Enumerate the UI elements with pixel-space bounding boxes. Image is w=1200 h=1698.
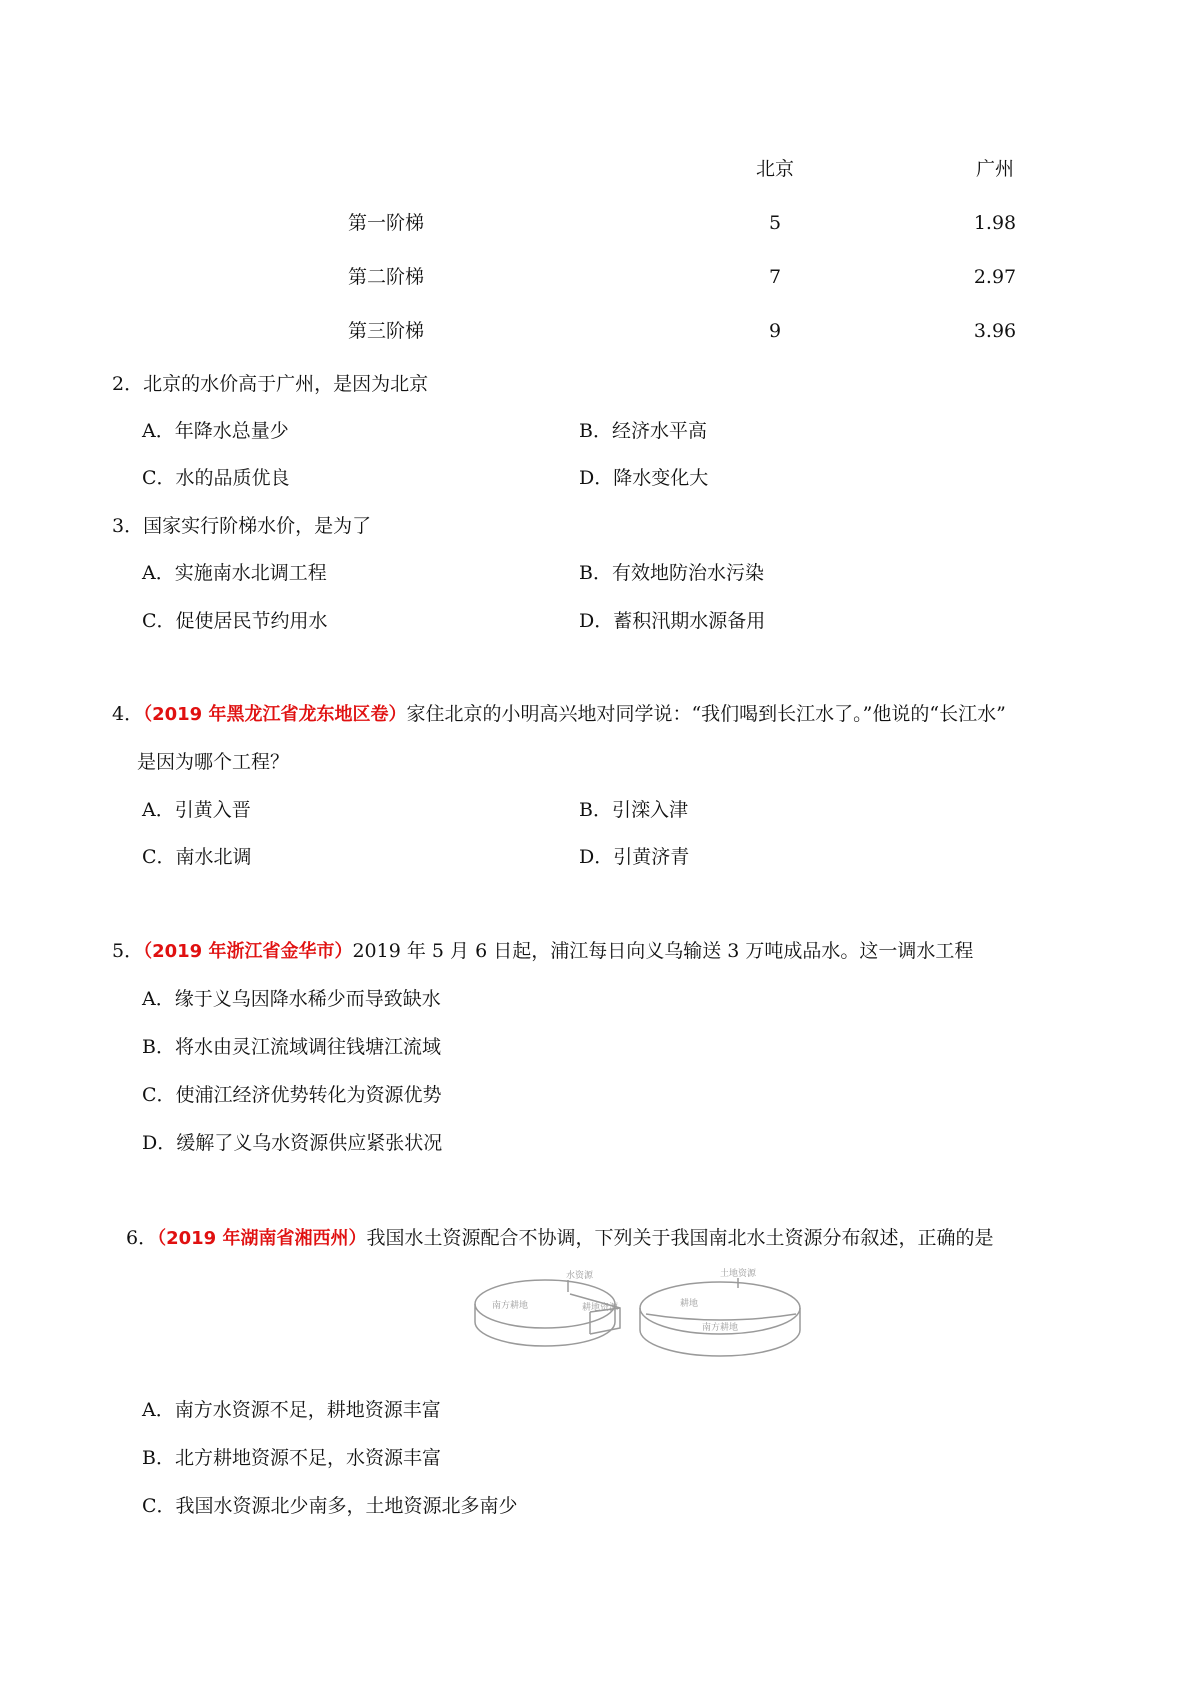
option-b[interactable]: B．引滦入津 bbox=[579, 799, 688, 821]
option-b[interactable]: B．经济水平高 bbox=[579, 420, 707, 442]
option-b[interactable]: B．有效地防治水污染 bbox=[579, 562, 764, 584]
question-line bbox=[126, 1229, 993, 1248]
option-c[interactable]: C．使浦江经济优势转化为资源优势 bbox=[142, 1084, 442, 1106]
question-line bbox=[112, 942, 973, 961]
question-source: （2019 年黑龙江省龙东地区卷） bbox=[143, 704, 407, 725]
row-label: 第三阶梯 bbox=[347, 320, 425, 342]
option-c[interactable]: C．南水北调 bbox=[142, 846, 252, 868]
cell-guangzhou: 1.98 bbox=[973, 212, 1017, 234]
cell-guangzhou: 2.97 bbox=[973, 266, 1017, 288]
option-a[interactable]: A．南方水资源不足，耕地资源丰富 bbox=[142, 1399, 441, 1421]
question-source: （2019 年湖南省湘西州） bbox=[157, 1228, 367, 1249]
option-d[interactable]: D．蓄积汛期水源备用 bbox=[579, 610, 766, 632]
svg-text:南方耕地: 南方耕地 bbox=[492, 1301, 529, 1311]
option-a[interactable]: A．年降水总量少 bbox=[142, 420, 289, 442]
option-b[interactable]: B．将水由灵江流域调往钱塘江流域 bbox=[142, 1036, 441, 1058]
question-stem: 2．北京的水价高于广州，是因为北京 bbox=[112, 373, 429, 395]
option-a[interactable]: A．实施南水北调工程 bbox=[142, 562, 327, 584]
land-water-disk-figure bbox=[470, 1268, 810, 1358]
option-b[interactable]: B．北方耕地资源不足，水资源丰富 bbox=[142, 1447, 441, 1469]
cell-guangzhou: 3.96 bbox=[973, 320, 1017, 342]
header-beijing: 北京 bbox=[755, 158, 795, 180]
row-label: 第一阶梯 bbox=[347, 212, 425, 234]
cell-beijing: 9 bbox=[768, 320, 782, 342]
cell-beijing: 5 bbox=[768, 212, 782, 234]
option-d[interactable]: D．引黄济青 bbox=[579, 846, 690, 868]
header-guangzhou: 广州 bbox=[975, 158, 1015, 180]
option-a[interactable]: A．引黄入晋 bbox=[142, 799, 251, 821]
svg-text:耕地资源: 耕地资源 bbox=[582, 1303, 619, 1313]
question-number: 4． bbox=[112, 703, 144, 725]
question-number: 5． bbox=[112, 940, 144, 962]
option-a[interactable]: A．缘于义乌因降水稀少而导致缺水 bbox=[142, 988, 441, 1010]
question-stem: 3．国家实行阶梯水价，是为了 bbox=[112, 515, 372, 537]
question-stem: 2019 年 5 月 6 日起，浦江每日向义乌输送 3 万吨成品水。这一调水工程 bbox=[352, 940, 974, 962]
question-stem: 家住北京的小明高兴地对同学说：“我们喝到长江水了。”他说的“长江水” bbox=[406, 703, 1006, 725]
option-d[interactable]: D．降水变化大 bbox=[579, 467, 709, 489]
svg-text:南方耕地: 南方耕地 bbox=[702, 1323, 739, 1333]
question-stem: 我国水土资源配合不协调，下列关于我国南北水土资源分布叙述，正确的是 bbox=[366, 1227, 994, 1249]
question-stem-continued: 是因为哪个工程？ bbox=[137, 751, 290, 773]
option-c[interactable]: C．促使居民节约用水 bbox=[142, 610, 328, 632]
svg-text:耕地: 耕地 bbox=[680, 1299, 699, 1309]
question-line bbox=[112, 705, 1006, 724]
option-c[interactable]: C．水的品质优良 bbox=[142, 467, 290, 489]
row-label: 第二阶梯 bbox=[347, 266, 425, 288]
cell-beijing: 7 bbox=[768, 266, 782, 288]
question-number: 6． bbox=[126, 1227, 158, 1249]
question-source: （2019 年浙江省金华市） bbox=[143, 941, 353, 962]
option-d[interactable]: D．缓解了义乌水资源供应紧张状况 bbox=[142, 1132, 443, 1154]
svg-text:土地资源: 土地资源 bbox=[720, 1269, 757, 1279]
option-c[interactable]: C．我国水资源北少南多，土地资源北多南少 bbox=[142, 1495, 518, 1517]
svg-text:水资源: 水资源 bbox=[566, 1271, 594, 1281]
